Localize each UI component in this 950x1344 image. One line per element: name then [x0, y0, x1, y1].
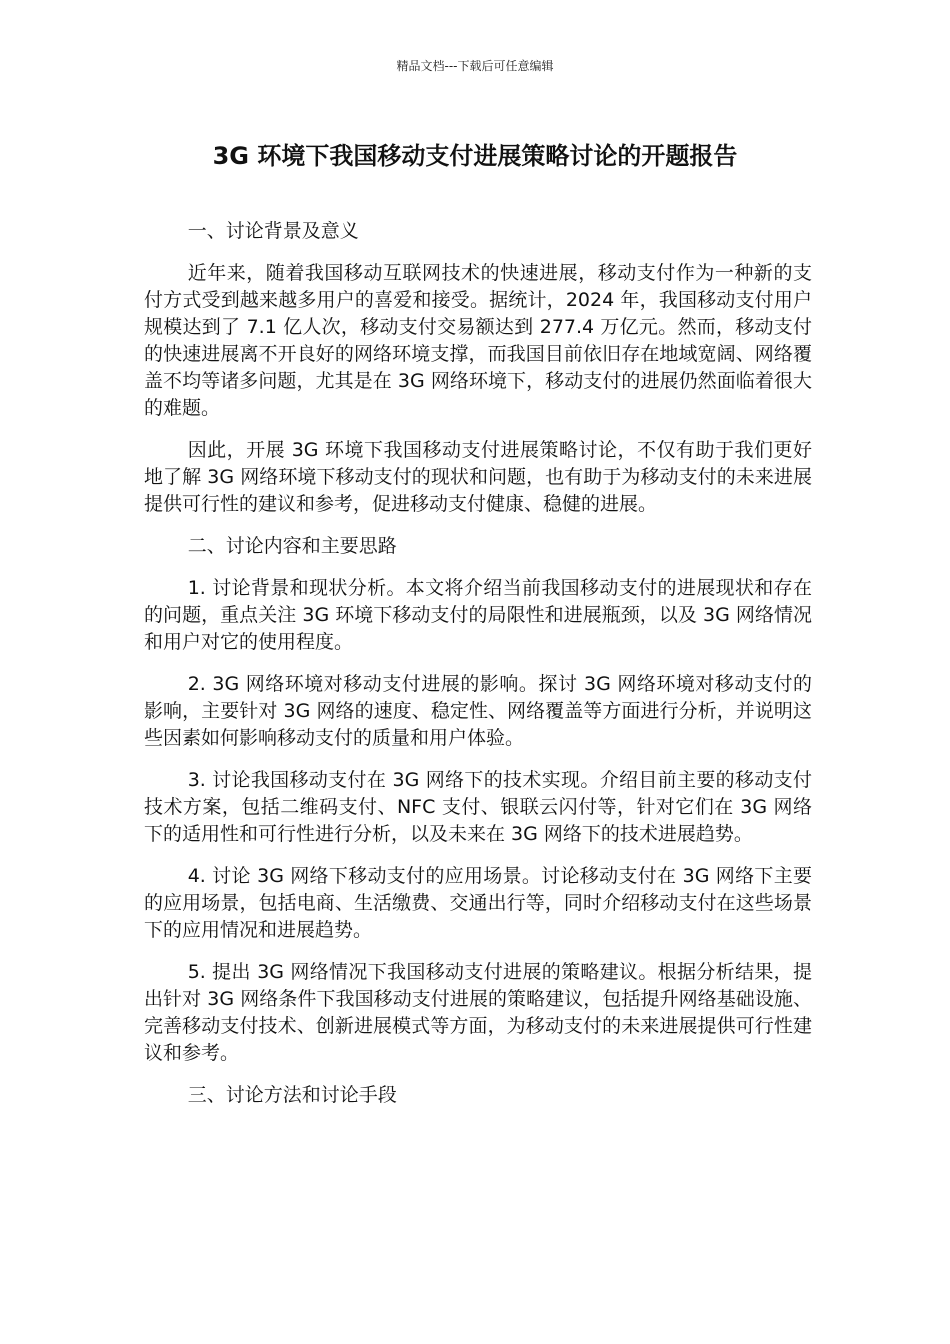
- header-note: 精品文档---下载后可任意编辑: [396, 59, 554, 73]
- list-item-content: 3. 讨论我国移动支付在 3G 网络下的技术实现。介绍目前主要的移动支付技术方案，包括二维码支付、NFC 支付、银联云闪付等，针对它们在 3G 网络下的适用性和可行性进行分析，以及未来在 3G 网络下的技术进展趋势。: [144, 769, 812, 845]
- document-body: [144, 218, 812, 1124]
- list-item-content: 2. 3G 网络环境对移动支付进展的影响。探讨 3G 网络环境对移动支付的影响，主要针对 3G 网络的速度、稳定性、网络覆盖等方面进行分析，并说明这些因素如何影响移动支付的质量和用户体验。: [144, 673, 812, 749]
- paragraph-background: 近年来，随着我国移动互联网技术的快速进展，移动支付作为一种新的支付方式受到越来越多用户的喜爱和接受。据统计，2024 年，我国移动支付用户规模达到了 7.1 亿人次，移动支付交易额达到 277.4 万亿元。然而，移动支付的快速进展离不开良好的网络环境支撑，而我国目前依旧存在地域宽阔、网络覆盖不均等诸多问题，尤其是在 3G 网络环境下，移动支付的进展仍然面临着很大的难题。: [144, 262, 812, 419]
- document-title: 3G 环境下我国移动支付进展策略讨论的开题报告: [212, 142, 738, 170]
- section-heading-methods: 三、讨论方法和讨论手段: [187, 1084, 397, 1106]
- list-item-content: 1. 讨论背景和现状分析。本文将介绍当前我国移动支付的进展现状和存在的问题，重点关注 3G 环境下移动支付的局限性和进展瓶颈，以及 3G 网络情况和用户对它的使用程度。: [144, 577, 812, 653]
- section-heading-background: 一、讨论背景及意义: [187, 220, 359, 242]
- list-item-content: 4. 讨论 3G 网络下移动支付的应用场景。讨论移动支付在 3G 网络下主要的应用场景，包括电商、生活缴费、交通出行等，同时介绍移动支付在这些场景下的应用情况和进展趋势。: [144, 865, 812, 941]
- paragraph-significance: 因此，开展 3G 环境下我国移动支付进展策略讨论，不仅有助于我们更好地了解 3G 网络环境下移动支付的现状和问题，也有助于为移动支付的未来进展提供可行性的建议和参考，促进移动支付健康、稳健的进展。: [144, 439, 812, 515]
- section-heading-content: 二、讨论内容和主要思路: [187, 535, 397, 557]
- list-item-content: 5. 提出 3G 网络情况下我国移动支付进展的策略建议。根据分析结果，提出针对 3G 网络条件下我国移动支付进展的策略建议，包括提升网络基础设施、完善移动支付技术、创新进展模式等方面，为移动支付的未来进展提供可行性建议和参考。: [144, 961, 812, 1064]
